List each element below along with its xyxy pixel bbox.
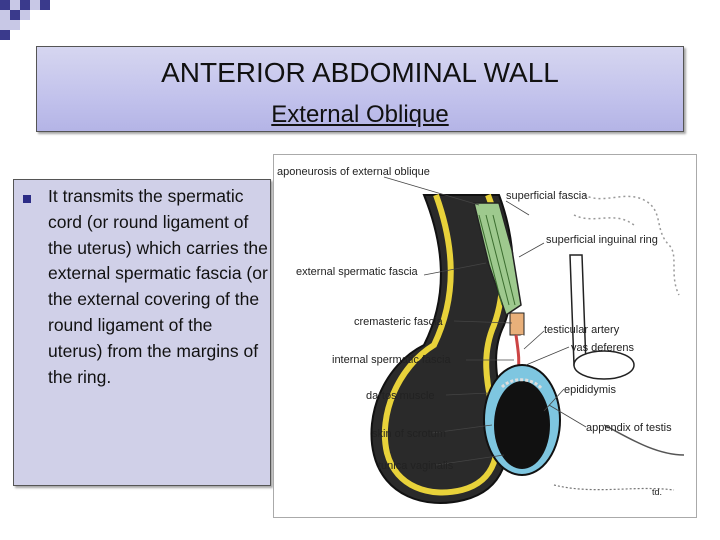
slide-subtitle: External Oblique: [271, 101, 449, 128]
anatomy-figure: [273, 154, 697, 518]
bullet-text: It transmits the spermatic cord (or round ligament of the uterus) which carries the external spermatic fascia (or the external covering of the round ligament of the uterus) from the margins of the ring.: [48, 186, 268, 387]
spermatic-cord-illustration: [274, 155, 698, 519]
title-box: [36, 46, 684, 132]
label-epididymis: epididymis: [564, 384, 616, 396]
label-external-fascia: external spermatic fascia: [296, 266, 418, 278]
bullet-square-icon: [23, 195, 31, 203]
label-internal-fascia: internal spermatic fascia: [332, 354, 451, 366]
label-signature: td.: [652, 487, 663, 497]
label-superficial-fascia: superficial fascia: [506, 190, 588, 202]
label-appendix: appendix of testis: [586, 422, 672, 434]
label-skin: skin of scrotum: [372, 428, 446, 440]
label-aponeurosis: aponeurosis of external oblique: [277, 166, 430, 178]
label-superficial-ring: superficial inguinal ring: [546, 234, 658, 246]
label-cremasteric: cremasteric fascia: [354, 316, 443, 328]
bullet-text-box: [13, 179, 271, 486]
label-tunica: tunica vaginalis: [378, 460, 454, 472]
label-testicular-artery: testicular artery: [544, 324, 620, 336]
label-dartos: dartos muscle: [366, 390, 435, 402]
slide-title: ANTERIOR ABDOMINAL WALL: [161, 57, 559, 88]
corner-decoration: [0, 0, 60, 50]
label-vas-deferens: vas deferens: [571, 342, 634, 354]
